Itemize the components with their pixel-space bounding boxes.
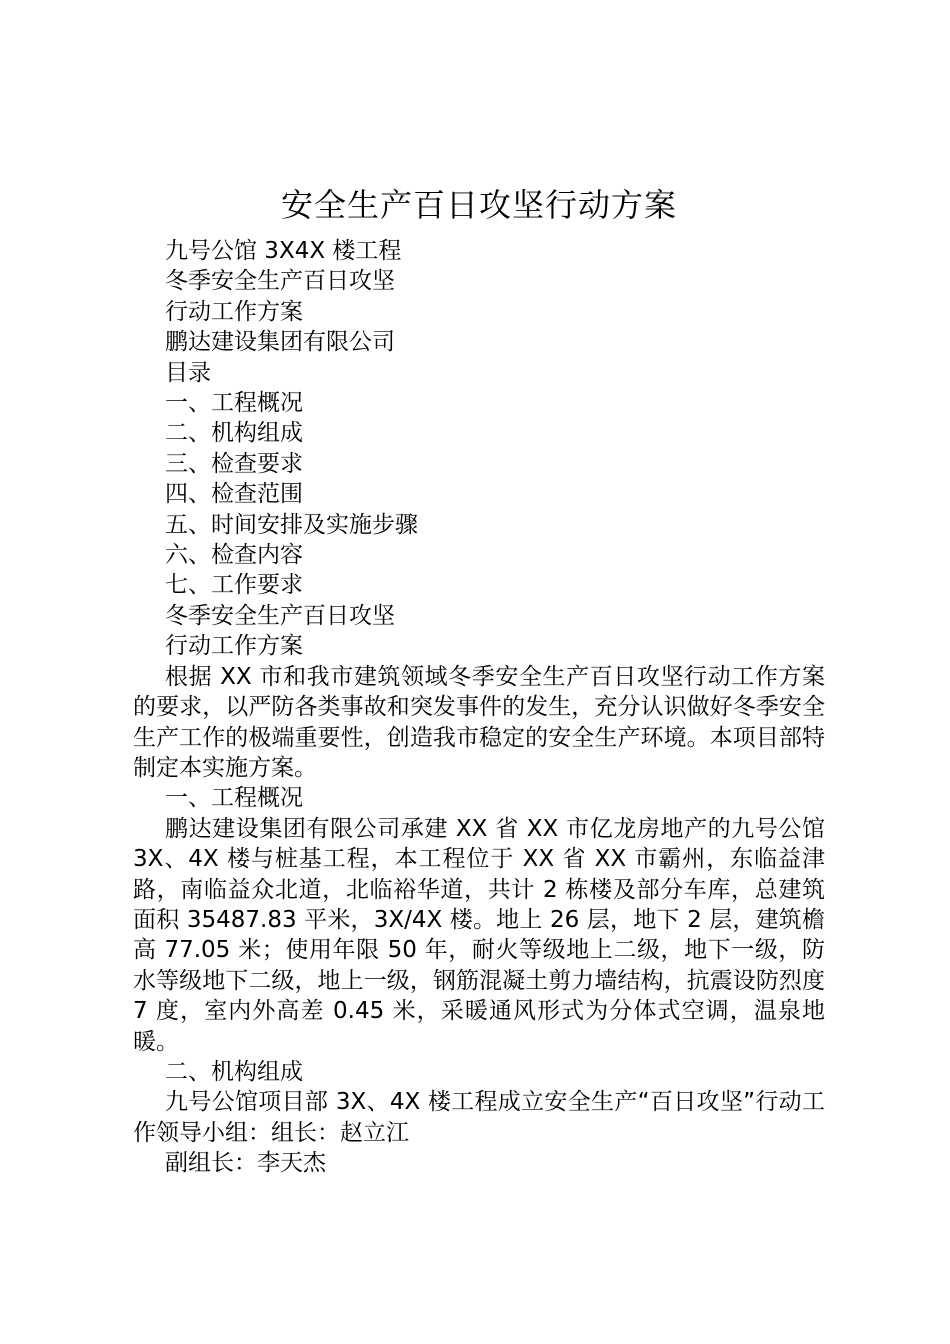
section1-heading: 一、工程概况: [165, 785, 303, 812]
intro-paragraph: 根据 XX 市和我市建筑领域冬季安全生产百日攻坚行动工作方案的要求，以严防各类事故和突发事件的发生，充分认识做好冬季安全生产工作的极端重要性，创造我市稳定的安全生产环境。本项目部特制定本实施方案。: [133, 663, 825, 781]
section2-paragraph: 九号公馆项目部 3X、4X 楼工程成立安全生产“百日攻坚”行动工作领导小组：组长：赵立江: [133, 1089, 825, 1146]
document-page: [133, 180, 825, 1179]
toc-item: 一、工程概况: [165, 390, 303, 417]
toc-item: 三、检查要求: [165, 450, 303, 477]
header-line-project: 九号公馆 3X4X 楼工程: [165, 238, 402, 264]
toc-item: 五、时间安排及实施步骤: [165, 511, 418, 538]
section2-heading: 二、机构组成: [165, 1058, 303, 1085]
header-line-plan: 行动工作方案: [165, 298, 303, 325]
toc-item: 六、检查内容: [165, 542, 303, 569]
toc-item: 二、机构组成: [165, 420, 303, 447]
subtitle-line-campaign: 冬季安全生产百日攻坚: [165, 602, 395, 629]
toc-heading: 目录: [165, 359, 211, 386]
toc-item: 七、工作要求: [165, 572, 303, 599]
subtitle-line-plan: 行动工作方案: [165, 633, 303, 660]
header-line-campaign: 冬季安全生产百日攻坚: [165, 268, 395, 295]
document-title: 安全生产百日攻坚行动方案: [280, 186, 677, 224]
header-line-company: 鹏达建设集团有限公司: [165, 329, 395, 356]
section1-paragraph: 鹏达建设集团有限公司承建 XX 省 XX 市亿龙房地产的九号公馆 3X、4X 楼与桩基工程，本工程位于 XX 省 XX 市霸州，东临益津路，南临益众北道，北临裕华道，共计 2 栋楼及部分车库，总建筑面积 35487.83 平米，3X/4X 楼。地上 26 层，地下 2 层，建筑檐高 77.05 米；使用年限 50 年，耐火等级地上二级，地下一级，防水等级地下二级，地上一级，钢筋混凝土剪力墙结构，抗震设防烈度 7 度，室内外高差 0.45 米，采暖通风形式为分体式空调，温泉地暖。: [133, 815, 825, 1055]
toc-item: 四、检查范围: [165, 481, 303, 508]
section2-deputy: 副组长：李天杰: [165, 1150, 326, 1177]
